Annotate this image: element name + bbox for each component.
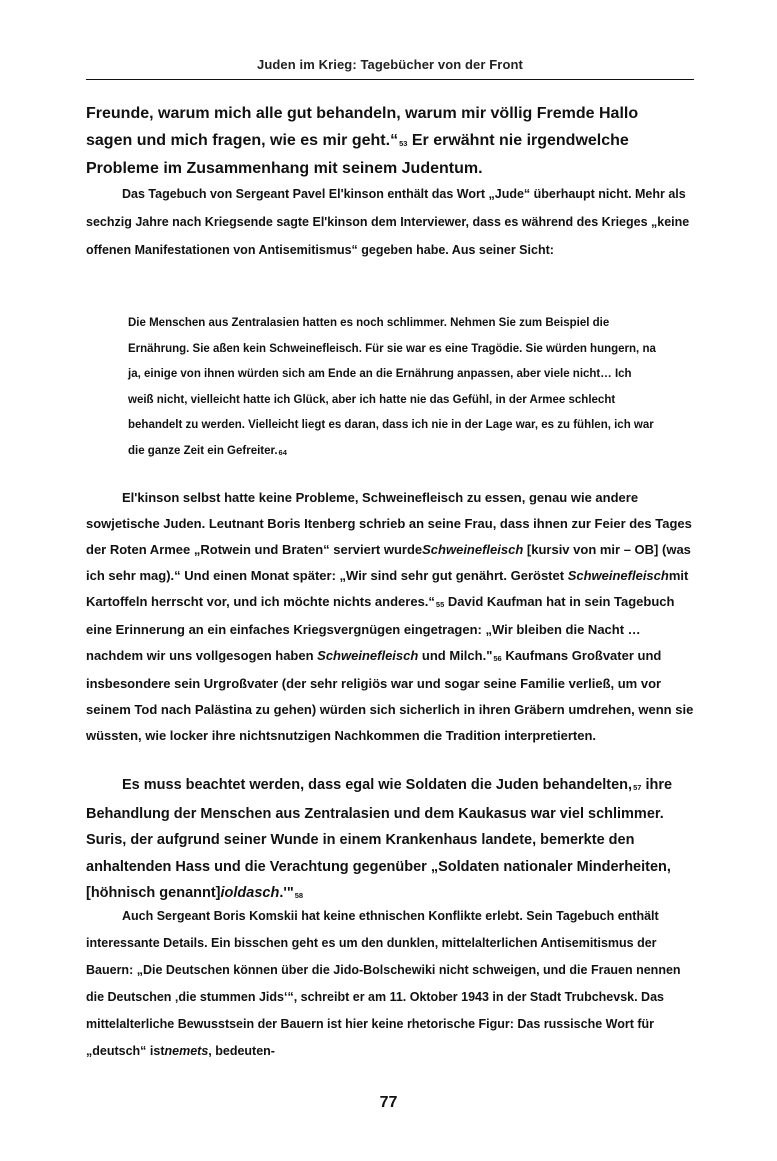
- italic-term: Schweinefleisch: [317, 648, 419, 663]
- italic-term: nemets: [164, 1044, 209, 1058]
- text-run: ihre Behandlung der Menschen aus Zentralasien und dem Kaukasus war viel schlimmer. Suris, der aufgrund seiner Wunde in einem Krankenhaus landete, bemerkte den anhaltenden Hass und die Verachtung gegenüber „Soldaten nationaler Minderheiten, [höhnisch genannt]: [86, 777, 673, 901]
- text-run: mit Kartoffeln herrscht vor, und ich möchte nichts anderes.“: [86, 568, 689, 609]
- text-run: Es muss beachtet werden, dass egal wie Soldaten die Juden behandelten,: [122, 777, 633, 793]
- text-run: Er erwähnt nie irgendwelche Probleme im Zusammenhang mit seinem Judentum.: [86, 131, 629, 177]
- footnote-ref[interactable]: 55: [435, 600, 445, 609]
- footnote-ref[interactable]: 64: [278, 447, 287, 457]
- text-run: Auch Sergeant Boris Komskii hat keine ethnischen Konflikte erlebt. Sein Tagebuch enthält interessante Details. Ein bisschen geht es um den dunklen, mittelalterlichen Antisemitismus der Bauern: „Die Deutschen können über die Jido-Bolschewiki nicht schweigen, und die Frauen nennen die Deutschen ‚die stummen Jids‘“, schreibt er am 11. Oktober 1943 in der Stadt Trubchevsk. Das mittelalterliche Bewusstsein der Bauern ist hier keine rhetorische Figur: Das russische Wort für „deutsch“ ist: [86, 909, 681, 1058]
- italic-term: ioldasch: [220, 885, 280, 901]
- paragraph-minorities: [86, 772, 696, 909]
- text-run: Freunde, warum mich alle gut behandeln, warum mir völlig Fremde Hallo sagen und mich fragen, wie es mir geht.“: [86, 105, 639, 149]
- text-run: .'": [279, 885, 294, 901]
- text-run: El'kinson selbst hatte keine Probleme, Schweinefleisch zu essen, genau wie andere sowjetische Juden. Leutnant Boris Itenberg schrieb an seine Frau, dass ihnen zur Feier des Tages der Roten Armee „Rotwein und Braten“ serviert wurde: [86, 490, 692, 557]
- footnote-ref[interactable]: 53: [399, 138, 408, 148]
- text-run: David Kaufman hat in sein Tagebuch eine Erinnerung an ein einfaches Kriegsvergnügen eingetragen: „Wir bleiben die Nacht … nachdem wir uns vollgesogen haben: [86, 594, 675, 663]
- header-rule: [86, 79, 694, 80]
- running-header: Juden im Krieg: Tagebücher von der Front: [257, 57, 523, 72]
- block-quote: [128, 311, 658, 464]
- text-run: Das Tagebuch von Sergeant Pavel El'kinson enthält das Wort „Jude“ überhaupt nicht. Mehr als sechzig Jahre nach Kriegsende sagte El'kinson dem Interviewer, dass es während des Krieges „keine offenen Manifestationen von Antisemitismus“ gegeben habe. Aus seiner Sicht:: [86, 187, 690, 257]
- text-run: und Milch.": [418, 648, 493, 663]
- italic-term: Schweinefleisch: [422, 542, 524, 557]
- italic-term: Schweinefleisch: [567, 568, 669, 583]
- paragraph-pork: [86, 485, 698, 749]
- page-number: 77: [379, 1094, 398, 1111]
- text-run: , bedeuten-: [208, 1044, 275, 1058]
- quote-text: Die Menschen aus Zentralasien hatten es noch schlimmer. Nehmen Sie zum Beispiel die Ernährung. Sie aßen kein Schweinefleisch. Für sie war es eine Tragödie. Sie würden hungern, na ja, einige von ihnen würden sich am Ende an die Ernährung anpassen, aber viele nicht… Ich weiß nicht, vielleicht hatte ich Glück, aber ich hatte nie das Gefühl, in der Armee schlecht behandelt zu werden. Vielleicht liegt es daran, dass ich nie in der Lage war, es zu fühlen, ich war die ganze Zeit ein Gefreiter.: [128, 317, 656, 457]
- footnote-ref[interactable]: 57: [633, 783, 642, 792]
- footnote-ref[interactable]: 58: [294, 891, 304, 900]
- paragraph-elkinson: [86, 180, 694, 264]
- text-run: Kaufmans Großvater und insbesondere sein Urgroßvater (der sehr religiös war und sogar seine Familie verließ, um vor seinem Tod nach Palästina zu gehen) würden sich sicherlich in ihren Gräbern umdrehen, wenn sie wüssten, wie locker ihre nichtsnutzigen Nachkommen die Tradition interpretierten.: [86, 648, 694, 743]
- footnote-ref[interactable]: 56: [493, 654, 502, 663]
- paragraph-komskii: [86, 903, 696, 1065]
- text-run: [kursiv von mir – OB] (was ich sehr mag).“ Und einen Monat später: „Wir sind sehr gut genährt. Geröstet: [86, 542, 691, 583]
- paragraph-continuation: [86, 101, 686, 183]
